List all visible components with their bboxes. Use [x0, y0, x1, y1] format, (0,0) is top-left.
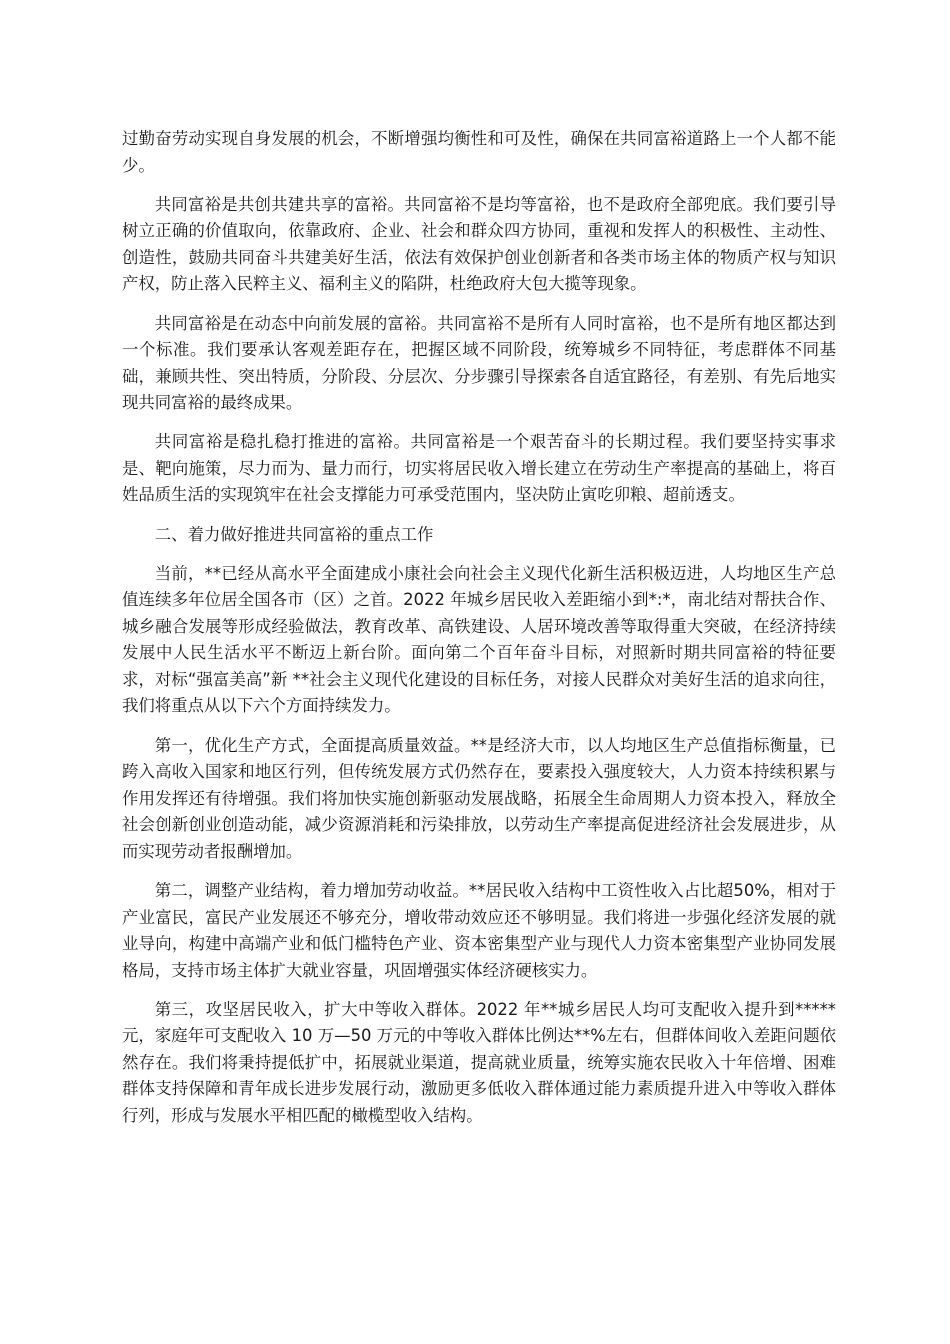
paragraph-shared-prosperity-steady: 共同富裕是稳扎稳打推进的富裕。共同富裕是一个艰苦奋斗的长期过程。我们要坚持实事求是、靶向施策，尽力而为、量力而行，切实将居民收入增长建立在劳动生产率提高的基础上，将百姓品质生活的实现筑牢在社会支撑能力可承受范围内，坚决防止寅吃卯粮、超前透支。 [122, 432, 836, 505]
paragraph-shared-prosperity-co-building: 共同富裕是共创共建共享的富裕。共同富裕不是均等富裕，也不是政府全部兜底。我们要引导树立正确的价值取向，依靠政府、企业、社会和群众四方协同，重视和发挥人的积极性、主动性、创造性，鼓励共同奋斗共建美好生活，依法有效保护创业创新者和各类市场主体的物质产权与知识产权，防止落入民粹主义、福利主义的陷阱，杜绝政府大包大揽等现象。 [122, 194, 836, 294]
section-heading: 二、着力做好推进共同富裕的重点工作 [154, 524, 434, 544]
paragraph-current-situation: 当前，**已经从高水平全面建成小康社会向社会主义现代化新生活积极迈进，人均地区生产总值连续多年位居全国各市（区）之首。2022 年城乡居民收入差距缩小到*:*，南北结对帮扶合作、城乡融合发展等形成经验做法，教育改革、高铁建设、人居环境改善等取得重大突破，在经济持续发展中人民生活水平不断迈上新台阶。面向第二个百年奋斗目标，对照新时期共同富裕的特征要求，对标“强富美高”新 **社会主义现代化建设的目标任务，对接人民群众对美好生活的追求向往，我们将重点从以下六个方面持续发力。 [122, 563, 836, 716]
paragraph-shared-prosperity-dynamic: 共同富裕是在动态中向前发展的富裕。共同富裕不是所有人同时富裕，也不是所有地区都达到一个标准。我们要承认客观差距存在，把握区域不同阶段，统筹城乡不同特征，考虑群体不同基础，兼顾共性、突出特质，分阶段、分层次、分步骤引导探索各自适宜路径，有差别、有先后地实现共同富裕的最终成果。 [122, 313, 836, 413]
paragraph-continuation: 过勤奋劳动实现自身发展的机会，不断增强均衡性和可及性，确保在共同富裕道路上一个人都不能少。 [122, 129, 836, 175]
paragraph-first-point: 第一，优化生产方式，全面提高质量效益。**是经济大市，以人均地区生产总值指标衡量，已跨入高收入国家和地区行列，但传统发展方式仍然存在，要素投入强度较大，人力资本持续积累与作用发挥还有待增强。我们将加快实施创新驱动发展战略，拓展全生命周期人力资本投入，释放全社会创新创业创造动能，减少资源消耗和污染排放，以劳动生产率提高促进经济社会发展进步，从而实现劳动者报酬增加。 [122, 735, 836, 861]
paragraph-third-point: 第三，攻坚居民收入，扩大中等收入群体。2022 年**城乡居民人均可支配收入提升到*****元，家庭年可支配收入 10 万—50 万元的中等收入群体比例达**%左右，但群体间收入差距问题依然存在。我们将秉持提低扩中，拓展就业渠道，提高就业质量，统筹实施农民收入十年倍增、困难群体支持保障和青年成长进步发展行动，激励更多低收入群体通过能力素质提升进入中等收入群体行列，形成与发展水平相匹配的橄榄型收入结构。 [122, 999, 836, 1125]
paragraph-second-point: 第二，调整产业结构，着力增加劳动收益。**居民收入结构中工资性收入占比超50%，相对于产业富民，富民产业发展还不够充分，增收带动效应还不够明显。我们将进一步强化经济发展的就业导向，构建中高端产业和低门槛特色产业、资本密集型产业与现代人力资本密集型产业协同发展格局，支持市场主体扩大就业容量，巩固增强实体经济硬核实力。 [122, 881, 836, 980]
document-body [122, 126, 836, 1142]
